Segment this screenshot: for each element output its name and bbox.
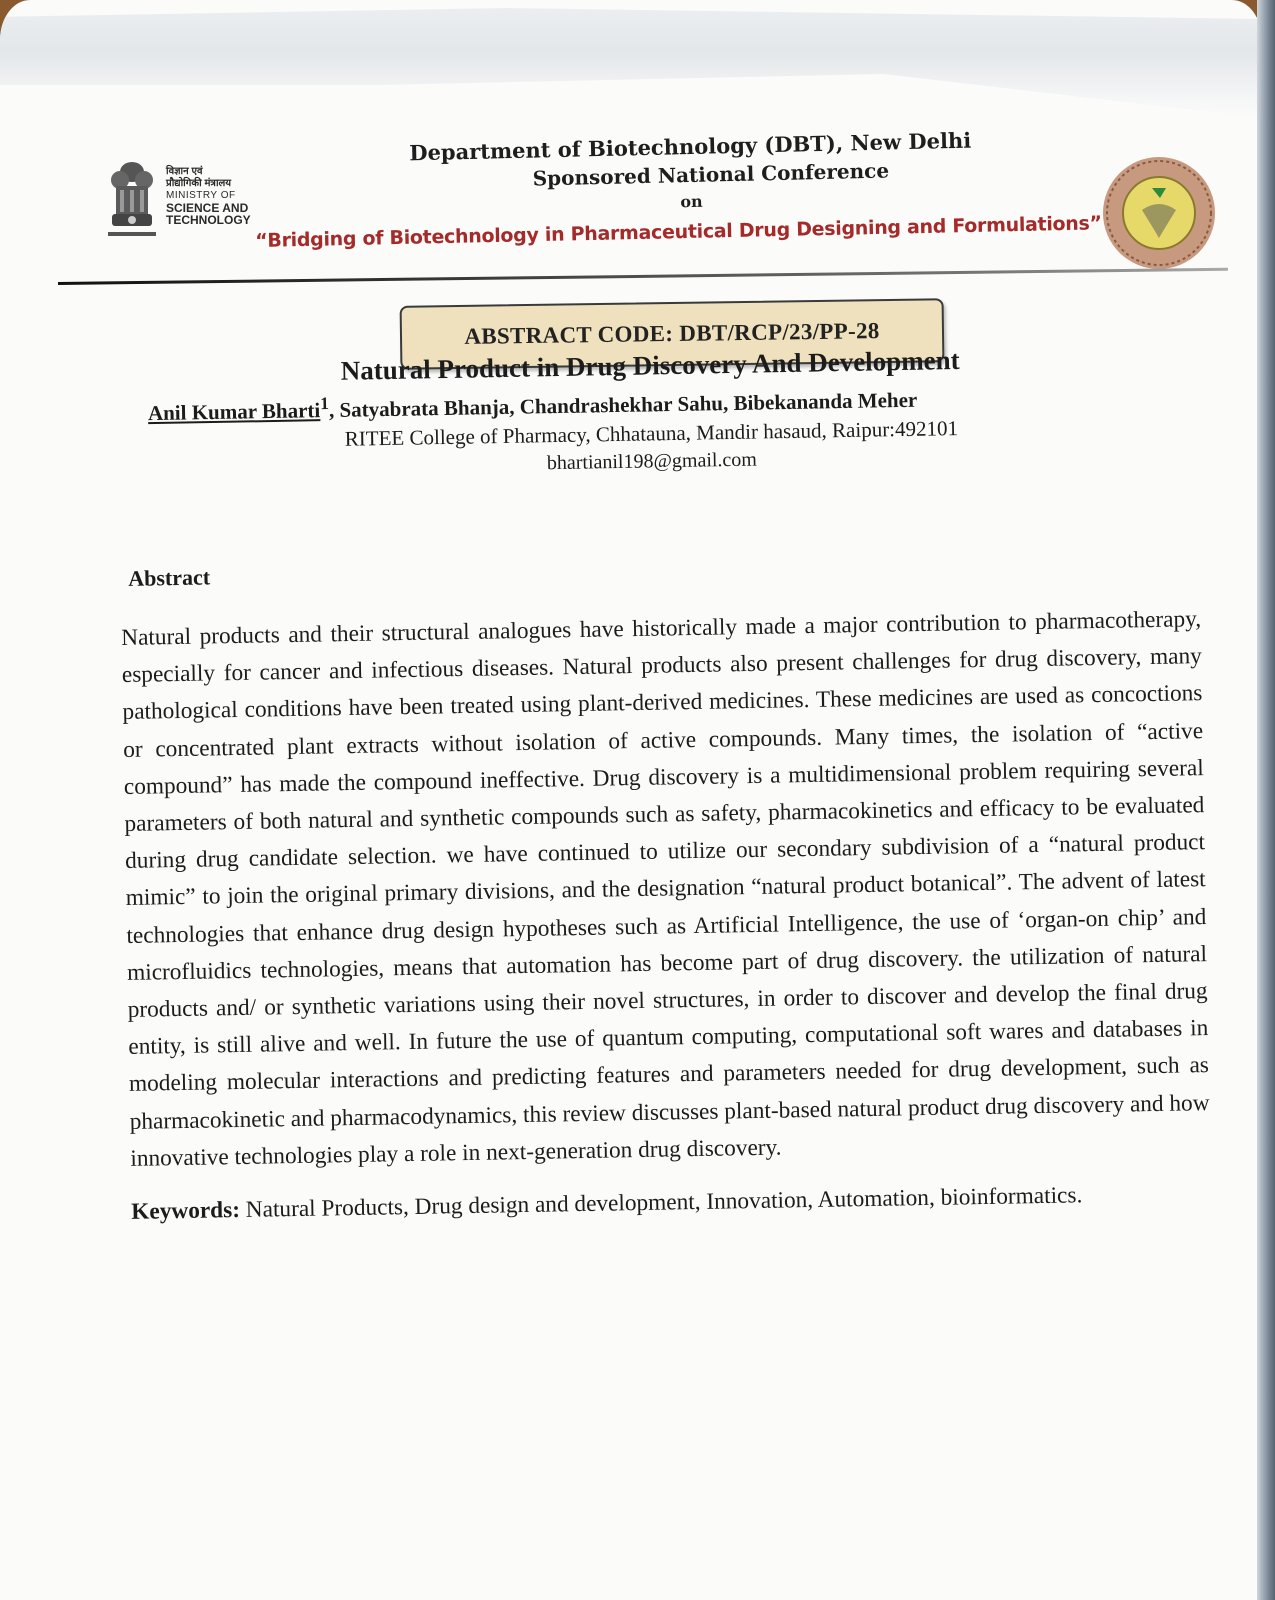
ministry-name <box>166 166 251 226</box>
conference-title <box>380 126 1002 222</box>
abstract-heading: Abstract <box>127 564 211 591</box>
first-author-affiliation-mark: 1 <box>319 393 330 414</box>
paper-title: Natural Product in Drug Discovery And Development <box>340 344 960 386</box>
conference-title-line3: on <box>680 191 703 212</box>
page-curl-shadow <box>0 8 1262 118</box>
co-authors: , Satyabrata Bhanja, Chandrashekhar Sahu, Bibekananda Meher <box>328 387 918 423</box>
abstract-section <box>120 547 1211 1231</box>
college-seal-icon <box>1100 154 1218 272</box>
national-emblem-icon <box>106 158 158 246</box>
paper-header <box>100 339 1202 485</box>
ministry-line3: MINISTRY OF <box>166 190 236 201</box>
ministry-line4: SCIENCE AND <box>166 201 249 215</box>
author-email: bhartianil198@gmail.com <box>546 448 758 475</box>
keywords-text: Natural Products, Drug design and development, Innovation, Automation, bioinformatics. <box>239 1182 1083 1224</box>
ministry-hindi-line2: प्रौद्योगिकी मंत्रालय <box>166 178 232 189</box>
abstract-body: Natural products and their structural analogues have historically made a major contribution to pharmacotherapy, especially for cancer and infectious diseases. Natural products also present challenges for drug discovery, many pathological conditions have been treated using plant-derived medicines. These medicines are used as concoctions or concentrated plant extracts without isolation of active compounds. Many times, the isolation of “active compound” has made the compound ineffective. Drug discovery is a multidimensional problem requiring several parameters of both natural and synthetic compounds such as safety, pharmacokinetics and efficacy to be evaluated during drug candidate selection. we have continued to utilize our secondary subdivision of a “natural product mimic” to join the original primary divisions, and the designation “natural product botanical”. The advent of latest technologies that enhance drug design hypotheses such as Artificial Intelligence, the use of ‘organ-on chip’ and microfluidics technologies, means that automation has become part of drug discovery. the utilization of natural products and/ or synthetic variations using their novel structures, in order to discover and develop the final drug entity, is still alive and well. In future the use of quantum computing, computational soft wares and databases in modeling molecular interactions and predicting features and parameters needed for drug development, such as pharmacokinetic and pharmacodynamics, this review discusses plant-based natural product drug discovery and how innovative technologies play a role in next-generation drug discovery. <box>121 606 1210 1172</box>
affiliation: RITEE College of Pharmacy, Chhatauna, Mandir hasaud, Raipur:492101 <box>344 416 959 451</box>
conference-title-line1: Department of Biotechnology (DBT), New Delhi <box>409 127 972 166</box>
ministry-line5: TECHNOLOGY <box>166 213 251 227</box>
ministry-hindi-line1: विज्ञान एवं <box>166 166 203 177</box>
first-author: Anil Kumar Bharti <box>147 398 321 426</box>
abstract-code: ABSTRACT CODE: DBT/RCP/23/PP-28 <box>464 318 880 349</box>
conference-title-line2: Sponsored National Conference <box>532 158 890 191</box>
keywords <box>131 1175 1211 1231</box>
conference-header <box>0 127 1262 290</box>
conference-theme: “Bridging of Biotechnology in Pharmaceutical Drug Designing and Formulations” <box>255 212 1102 252</box>
keywords-label: Keywords: <box>131 1197 241 1225</box>
ministry-logo-block <box>106 158 251 246</box>
book-spine-edge <box>1257 0 1275 1600</box>
